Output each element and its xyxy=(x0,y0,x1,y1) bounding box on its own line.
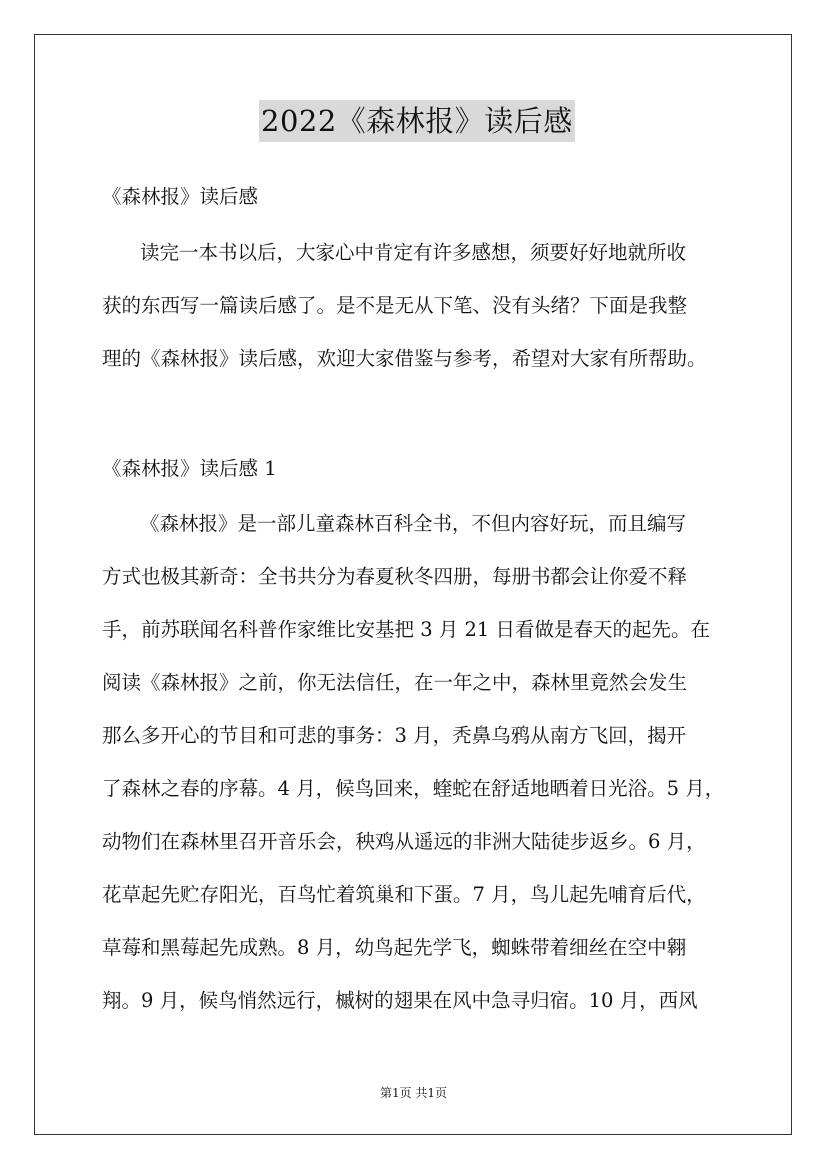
paragraph-line: 动物们在森林里召开音乐会，秧鸡从遥远的非洲大陆徒步返乡。6 月， xyxy=(102,830,706,853)
paragraph-line: 草莓和黑莓起先成熟。8 月，幼鸟起先学飞，蜘蛛带着细丝在空中翱 xyxy=(102,936,687,959)
document-title: 2022《森林报》读后感 xyxy=(259,100,575,142)
paragraph-line: 获的东西写一篇读后感了。是不是无从下笔、没有头绪？下面是我整 xyxy=(102,294,688,317)
paragraph-line: 读完一本书以后，大家心中肯定有许多感想，须要好好地就所收 xyxy=(140,241,687,264)
paragraph-line: 《森林报》是一部儿童森林百科全书，不但内容好玩，而且编写 xyxy=(140,512,687,535)
paragraph-line: 手，前苏联闻名科普作家维比安基把 3 月 21 日看做是春天的起先。在 xyxy=(102,618,711,641)
paragraph-line: 那么多开心的节目和可悲的事务：3 月，秃鼻乌鸦从南方飞回，揭开 xyxy=(102,724,687,747)
paragraph-line: 花草起先贮存阳光，百鸟忙着筑巢和下蛋。7 月，鸟儿起先哺育后代， xyxy=(102,883,706,906)
paragraph-line: 翔。9 月，候鸟悄然远行，槭树的翅果在风中急寻归宿。10 月，西风 xyxy=(102,989,698,1012)
paragraph-line: 理的《森林报》读后感，欢迎大家借鉴与参考，希望对大家有所帮助。 xyxy=(102,347,707,370)
paragraph-line: 了森林之春的序幕。4 月，候鸟回来，蝰蛇在舒适地晒着日光浴。5 月， xyxy=(102,777,725,800)
section-heading: 《森林报》读后感 xyxy=(102,185,259,208)
paragraph-line: 方式也极其新奇：全书共分为春夏秋冬四册，每册书都会让你爱不释 xyxy=(102,565,688,588)
page-number-footer: 第1页 共1页 xyxy=(379,1086,448,1100)
section-heading: 《森林报》读后感 1 xyxy=(102,457,277,480)
paragraph-line: 阅读《森林报》之前，你无法信任，在一年之中，森林里竟然会发生 xyxy=(102,671,688,694)
